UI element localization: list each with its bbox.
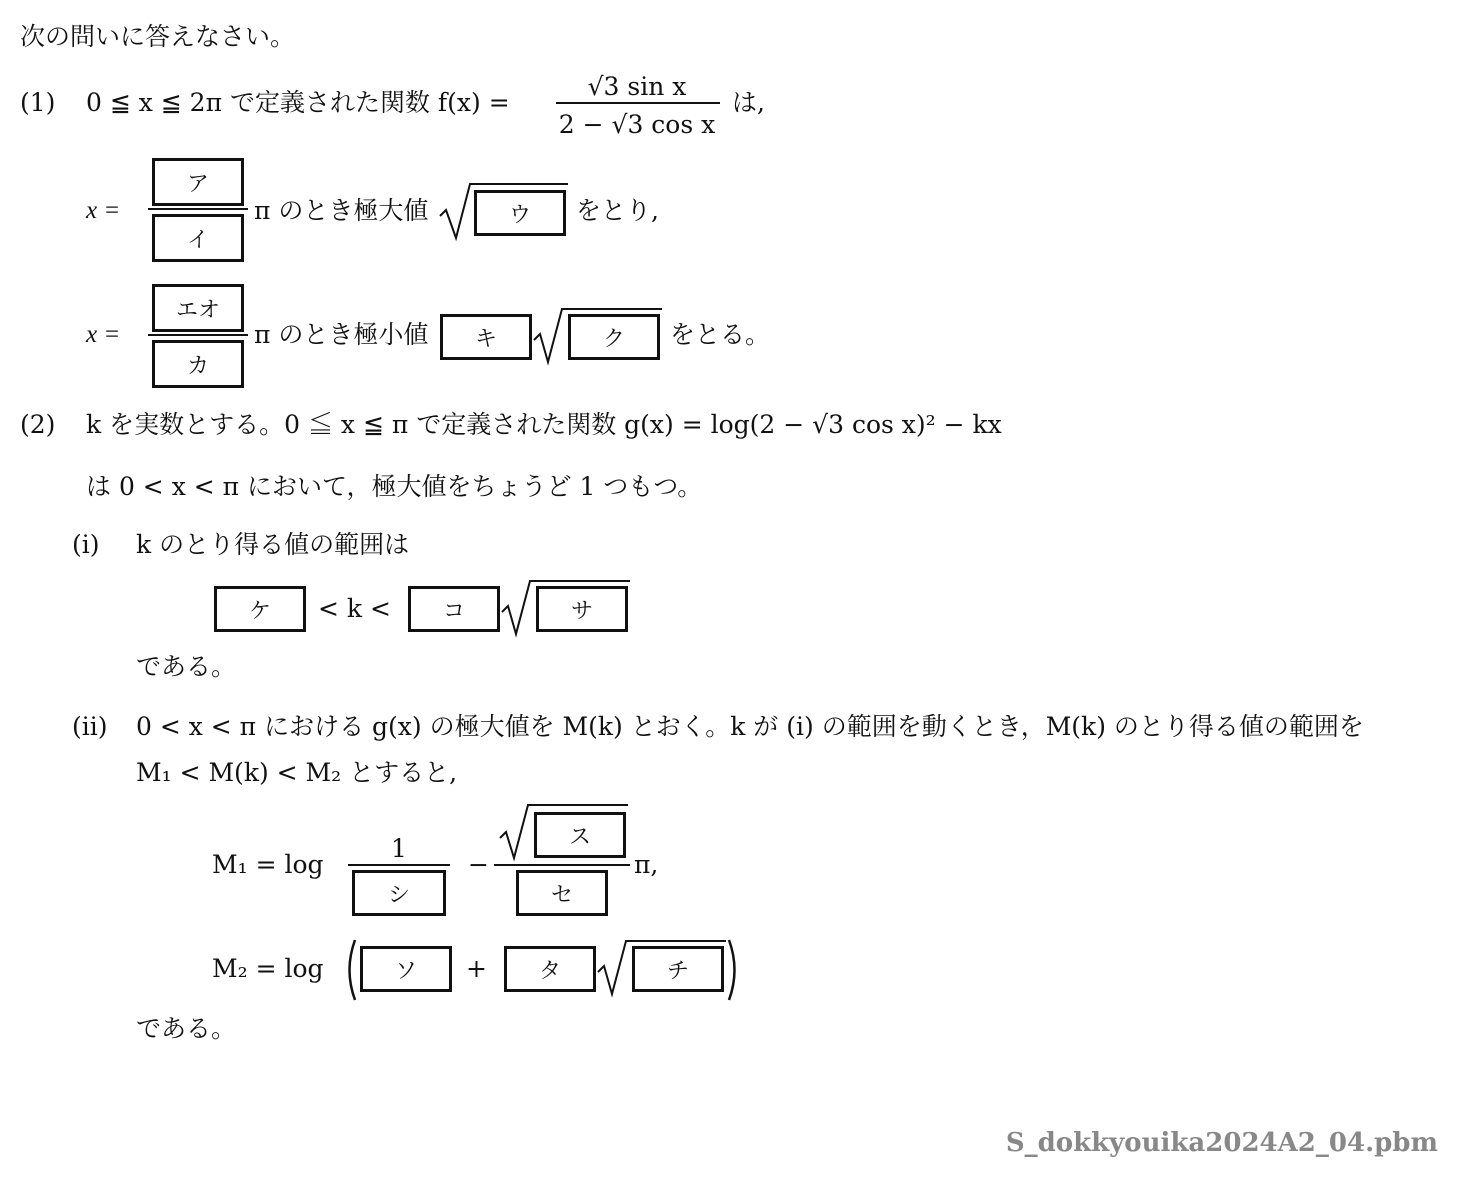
q1-line1-suffix: をとり,	[576, 196, 659, 225]
q1-line2-prefix: x =	[86, 321, 121, 348]
q1-tail: は,	[732, 88, 765, 117]
q1-line1-frac-bar	[148, 208, 248, 210]
q2-sub1-label: (i)	[72, 530, 100, 559]
answer-box-ka[interactable]: カ	[152, 340, 244, 388]
q2-sub1-end: である。	[136, 652, 237, 681]
q1-frac-den: 2 − √3 cos x	[558, 110, 716, 139]
q1-line1-prefix: x =	[86, 197, 121, 224]
m2-plus: +	[466, 954, 487, 983]
answer-box-eo[interactable]: エオ	[152, 284, 244, 332]
right-paren	[726, 938, 742, 1002]
answer-box-so[interactable]: ソ	[360, 946, 452, 992]
q1-line2-suffix: をとる。	[670, 320, 771, 349]
q2-sub1-mid: < k <	[318, 594, 391, 623]
answer-box-su[interactable]: ス	[534, 812, 626, 858]
left-paren	[342, 938, 358, 1002]
q1-lead: 0 ≦ x ≦ 2π で定義された関数 f(x) =	[86, 88, 510, 117]
q2-lead: k を実数とする。0 ≦ x ≦ π で定義された関数 g(x) = log(2 − √3 cos x)² − kx	[86, 410, 1002, 439]
q2-sub2-text2: M₁ < M(k) < M₂ とすると,	[136, 758, 458, 787]
footer-filename: S_dokkyouika2024A2_04.pbm	[1005, 1128, 1438, 1158]
answer-box-ke[interactable]: ケ	[214, 586, 306, 632]
answer-box-ko[interactable]: コ	[408, 586, 500, 632]
answer-box-ki[interactable]: キ	[440, 314, 532, 360]
q2-sub1-text: k のとり得る値の範囲は	[136, 530, 410, 559]
answer-box-ku[interactable]: ク	[568, 314, 660, 360]
answer-box-a[interactable]: ア	[152, 158, 244, 206]
q1-label: (1)	[20, 88, 56, 117]
answer-box-chi[interactable]: チ	[632, 946, 724, 992]
m1-frac-bar	[348, 864, 450, 866]
m1-frac2-bar	[494, 864, 630, 866]
answer-box-sa[interactable]: サ	[536, 586, 628, 632]
q1-line2-mid: π のとき極小値	[254, 320, 429, 349]
intro-text: 次の問いに答えなさい。	[20, 22, 296, 51]
m1-minus: −	[468, 850, 489, 879]
q1-frac-bar	[556, 102, 720, 104]
q1-frac-num: √3 sin x	[587, 72, 687, 101]
answer-box-u[interactable]: ウ	[474, 190, 566, 236]
m1-frac-num: 1	[391, 834, 407, 863]
q2-sub2-end: である。	[136, 1014, 237, 1043]
q2-label: (2)	[20, 410, 56, 439]
m1-suffix: π,	[634, 850, 659, 879]
q2-line2: は 0 < x < π において，極大値をちょうど 1 つもつ。	[86, 472, 703, 501]
answer-box-i[interactable]: イ	[152, 214, 244, 262]
answer-box-se[interactable]: セ	[516, 870, 608, 916]
answer-box-ta[interactable]: タ	[504, 946, 596, 992]
answer-box-shi[interactable]: シ	[352, 870, 446, 916]
q1-line1-mid: π のとき極大値	[254, 196, 429, 225]
q2-sub2-label: (ii)	[72, 712, 108, 741]
m1-prefix: M₁ = log	[212, 850, 324, 879]
q1-line2-frac-bar	[148, 334, 248, 336]
q2-sub2-text1: 0 < x < π における g(x) の極大値を M(k) とおく。k が (i) の範囲を動くとき，M(k) のとり得る値の範囲を	[136, 712, 1364, 741]
m2-prefix: M₂ = log	[212, 954, 324, 983]
